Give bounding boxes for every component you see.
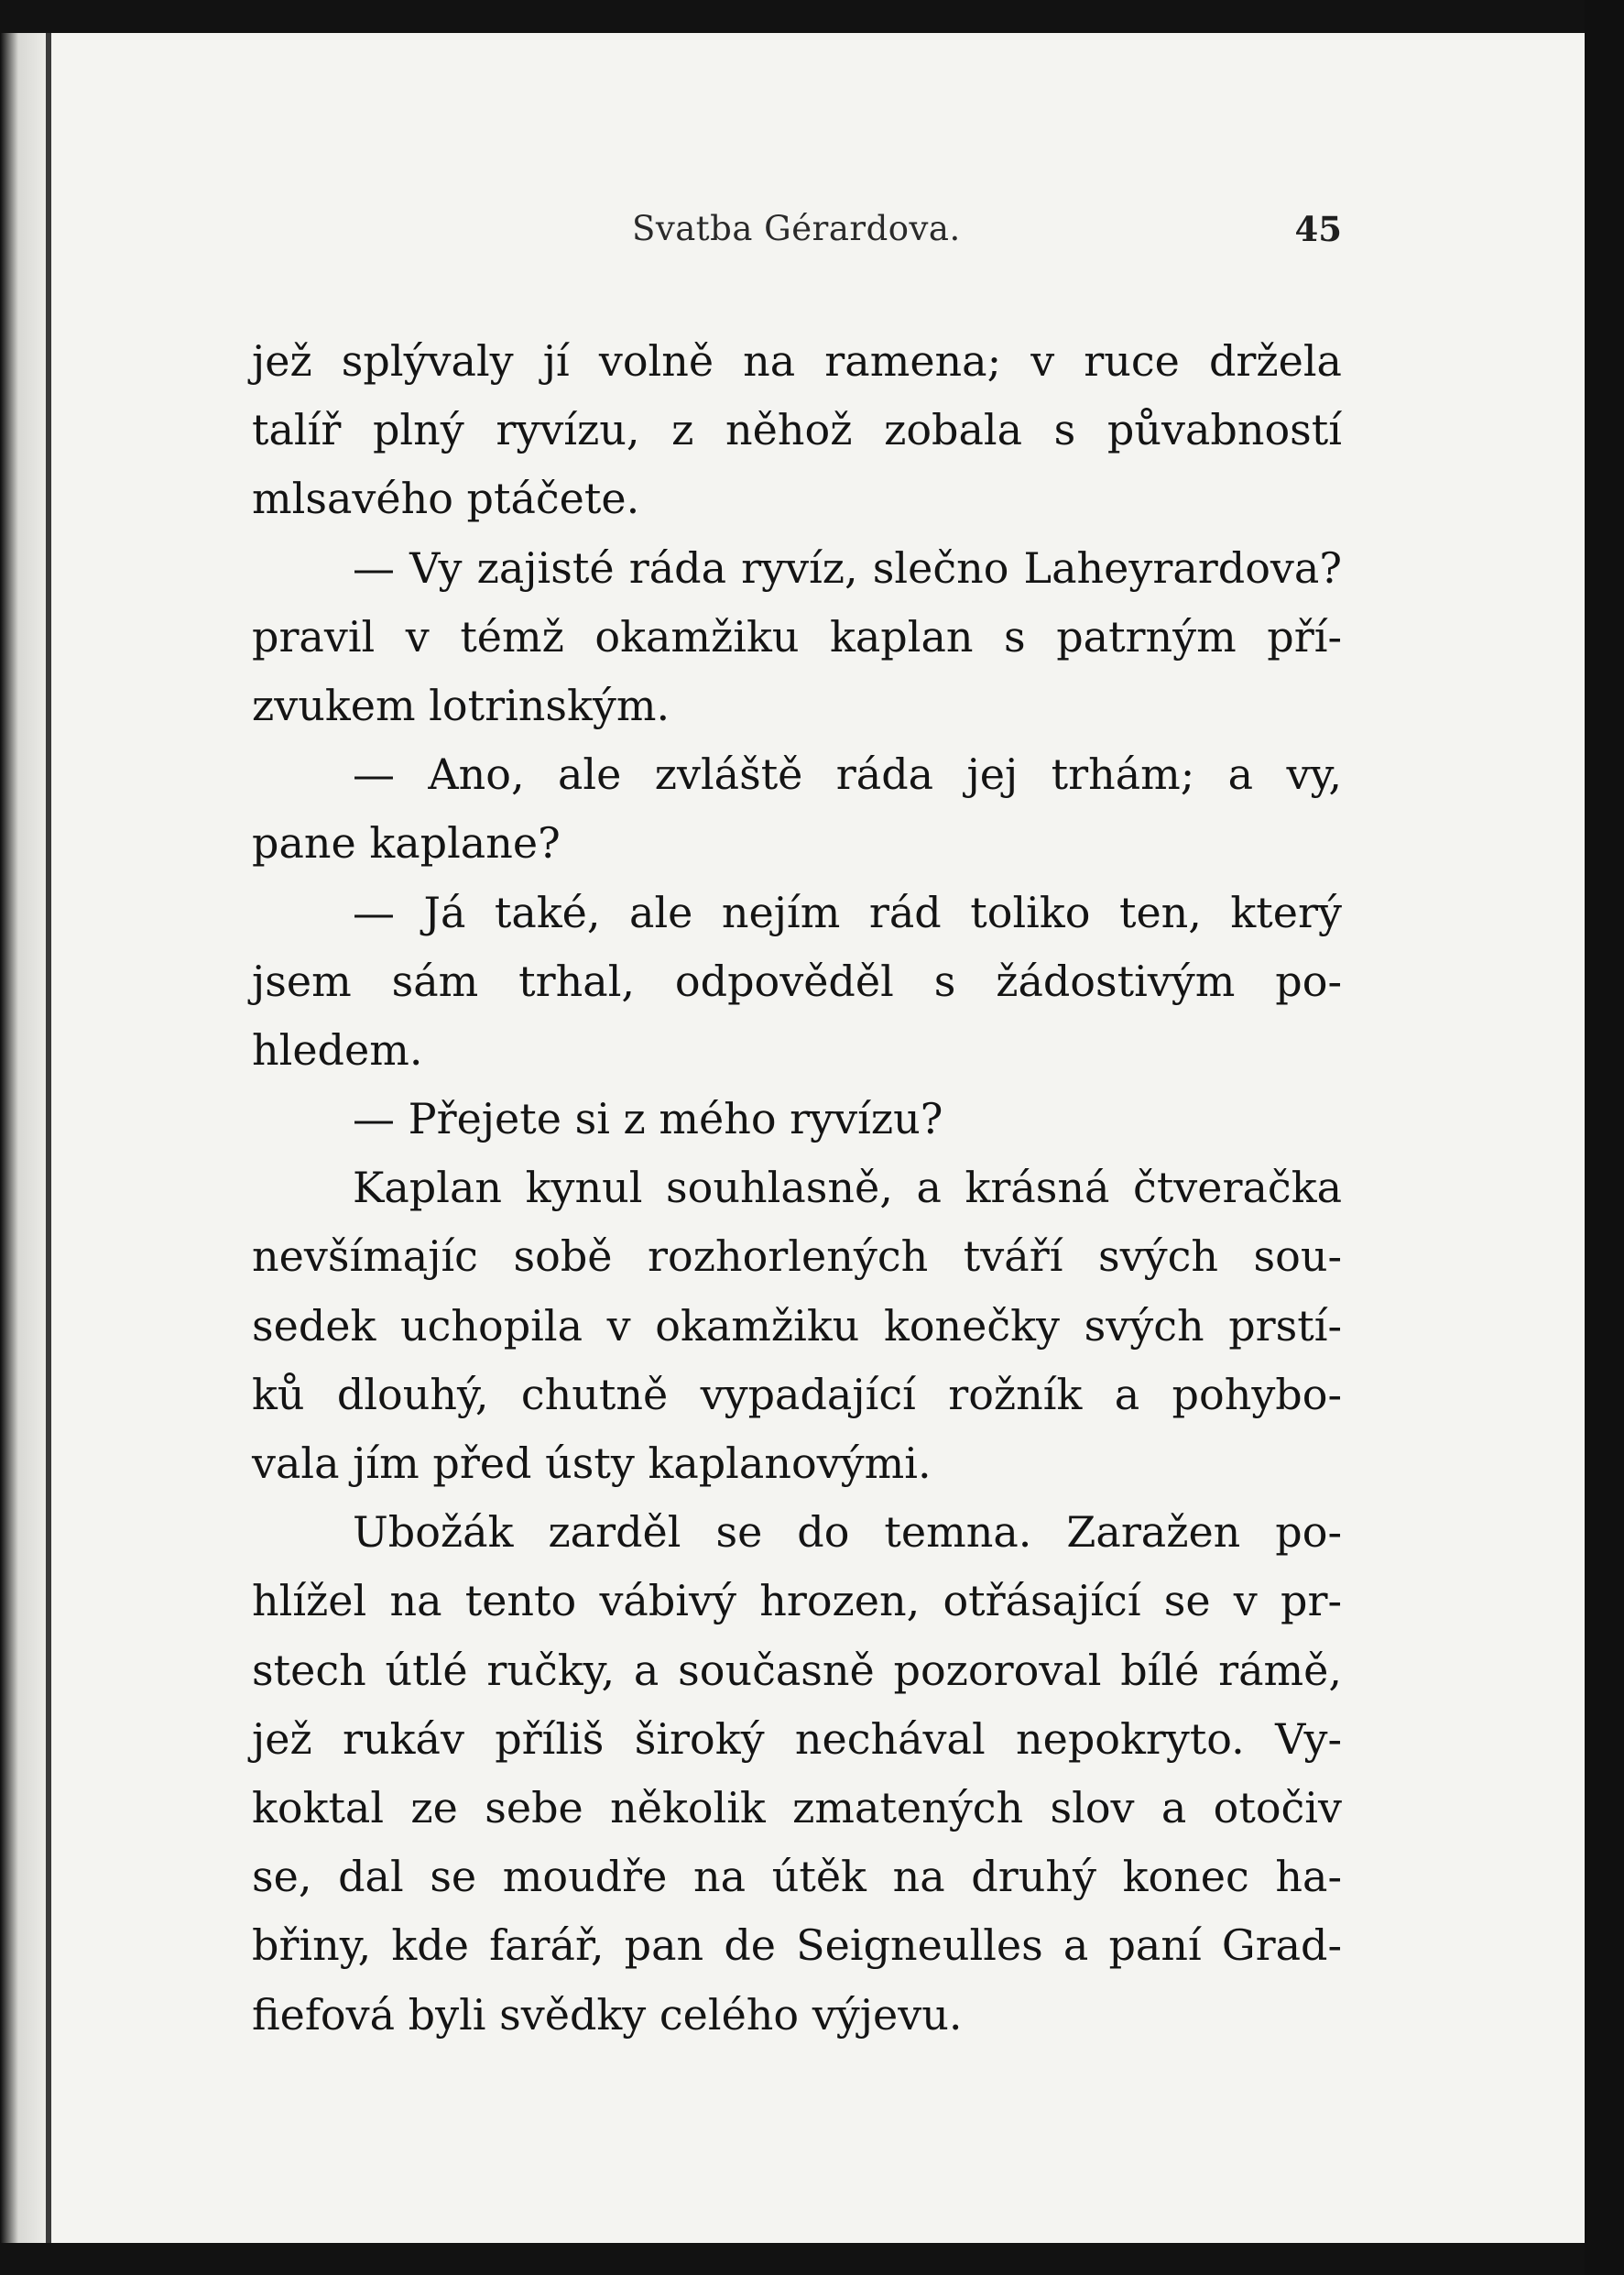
- text-line: se, dal se moudře na útěk na druhý konec ha-: [252, 1852, 1342, 1902]
- text-line: koktal ze sebe několik zmatených slov a otočiv: [252, 1782, 1342, 1832]
- page-number: 45: [1294, 209, 1342, 249]
- text-line: ků dlouhý, chutně vypadající rožník a pohybo-: [252, 1369, 1342, 1419]
- text-line: — Přejete si z mého ryvízu?: [353, 1094, 943, 1144]
- text-line: talíř plný ryvízu, z něhož zobala s půvabností: [252, 405, 1342, 455]
- running-head: [252, 209, 1342, 264]
- text-line: — Já také, ale nejím rád toliko ten, který: [353, 887, 1342, 937]
- scan-border: [1585, 0, 1624, 2275]
- text-line: zvukem lotrinským.: [252, 680, 670, 730]
- text-line: nevšímajíc sobě rozhorlených tváří svých sou-: [252, 1231, 1342, 1282]
- text-line: břiny, kde farář, pan de Seigneulles a paní Grad-: [252, 1920, 1342, 1971]
- text-line: hlížel na tento vábivý hrozen, otřásající se v pr-: [252, 1576, 1342, 1626]
- text-line: hledem.: [252, 1024, 423, 1075]
- text-line: pane kaplane?: [252, 818, 561, 869]
- text-line: pravil v témž okamžiku kaplan s patrným pří-: [252, 611, 1342, 662]
- text-line: jsem sám trhal, odpověděl s žádostivým po-: [252, 956, 1342, 1006]
- text-line: jež splývaly jí volně na ramena; v ruce držela: [252, 336, 1342, 386]
- text-line: Kaplan kynul souhlasně, a krásná čtveračka: [353, 1163, 1342, 1213]
- text-line: fiefová byli svědky celého výjevu.: [252, 1989, 963, 2040]
- running-title: Svatba Gérardova.: [632, 209, 961, 248]
- text-line: vala jím před ústy kaplanovými.: [252, 1438, 932, 1488]
- text-line: mlsavého ptáčete.: [252, 474, 640, 524]
- text-line: — Ano, ale zvláště ráda jej trhám; a vy,: [353, 749, 1342, 800]
- text-line: — Vy zajisté ráda ryvíz, slečno Laheyrardova?: [353, 542, 1342, 593]
- body-text: [252, 327, 1342, 2050]
- binding-gutter: [0, 33, 46, 2243]
- text-line: Ubožák zarděl se do temna. Zaražen po-: [353, 1507, 1342, 1558]
- text-line: jež rukáv příliš široký nechával nepokryto. Vy-: [252, 1713, 1342, 1764]
- text-line: stech útlé ručky, a současně pozoroval bílé rámě,: [252, 1645, 1342, 1695]
- text-line: sedek uchopila v okamžiku konečky svých prstí-: [252, 1300, 1342, 1351]
